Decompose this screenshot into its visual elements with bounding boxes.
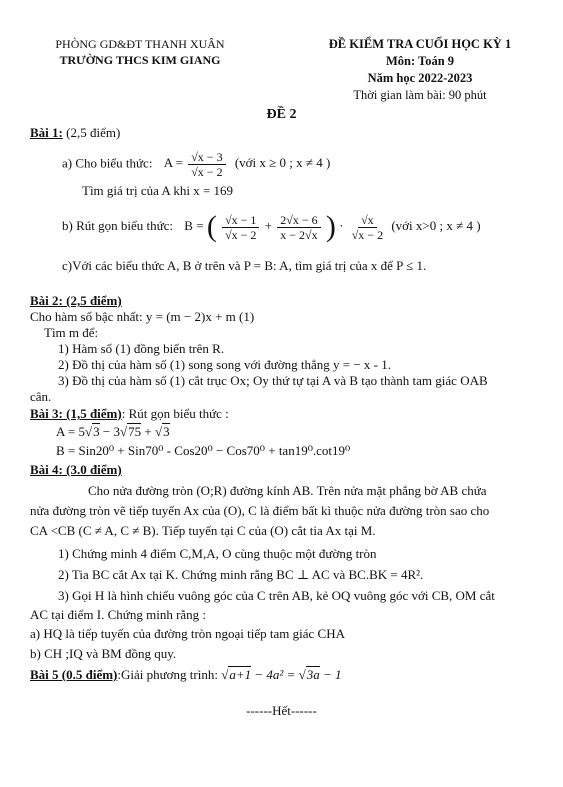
bai3-expression-b: B = Sin20⁰ + Sin70⁰ - Cos20⁰ − Cos70⁰ + tan19⁰.cot19⁰ bbox=[56, 443, 351, 458]
bai1-part-c: c)Với các biểu thức A, B ở trên và P = B: A, tìm giá trị của x để P ≤ 1. bbox=[62, 258, 427, 273]
expression-b-fraction-3 bbox=[349, 213, 386, 242]
fraction-denominator: √x − 2 bbox=[191, 165, 223, 179]
bai1-b-condition: (với x>0 ; x ≠ 4 ) bbox=[391, 217, 481, 233]
bai2-q1: 1) Hàm số (1) đồng biến trên R. bbox=[58, 341, 225, 356]
bai3-a-lhs: A = 5 bbox=[56, 424, 86, 439]
bai2-q2: 2) Đồ thị của hàm số (1) song song với đường thẳng y = − x - 1. bbox=[58, 357, 391, 372]
bai5-text: :Giải phương trình: bbox=[117, 667, 222, 682]
bai2-intro: Cho hàm số bậc nhất: y = (m − 2)x + m (1) bbox=[30, 309, 255, 324]
fraction-numerator: √x − 3 bbox=[188, 150, 225, 165]
fraction-denominator: √x − 2 bbox=[351, 227, 384, 242]
bai3-title: Bài 3: (1,5 điểm) bbox=[30, 406, 122, 421]
bai2-find: Tìm m để: bbox=[44, 325, 99, 340]
exam-variant: ĐỀ 2 bbox=[266, 107, 297, 122]
open-paren: ( bbox=[206, 210, 217, 243]
bai1-points: (2,5 điểm) bbox=[62, 125, 121, 140]
school-header bbox=[30, 36, 250, 68]
sqrt-radicand: 3 bbox=[93, 424, 100, 439]
expression-b-fraction-1 bbox=[222, 213, 259, 242]
bai1-b-lhs: B = bbox=[184, 217, 204, 233]
bai1-find-a: Tìm giá trị của A khi x = 169 bbox=[82, 183, 234, 198]
bai5-title: Bài 5 (0.5 điểm) bbox=[30, 667, 118, 682]
department-name: PHÒNG GD&ĐT THANH XUÂN bbox=[55, 37, 225, 51]
bai1-part-a bbox=[62, 150, 330, 179]
school-name: TRƯỜNG THCS KIM GIANG bbox=[59, 53, 221, 67]
bai4-q1: 1) Chứng minh 4 điểm C,M,A, O cùng thuộc một đường tròn bbox=[58, 546, 377, 561]
bai3-a-mid: − 3 bbox=[99, 424, 120, 439]
sqrt-radicand: 75 bbox=[128, 424, 142, 439]
bai2-q3-cont: cân. bbox=[30, 389, 52, 404]
fraction-numerator: √x − 1 bbox=[222, 213, 259, 228]
bai2-q3: 3) Đồ thị của hàm số (1) cắt trục Ox; Oy thứ tự tại A và B tạo thành tam giác OAB bbox=[58, 373, 488, 388]
bai1-a-condition: (với x ≥ 0 ; x ≠ 4 ) bbox=[234, 155, 331, 171]
fraction-numerator: √x bbox=[358, 213, 377, 228]
exam-time: Thời gian làm bài: 90 phút bbox=[353, 88, 487, 102]
exam-title: ĐỀ KIỂM TRA CUỐI HỌC KỲ 1 bbox=[328, 37, 512, 51]
fraction-numerator: 2√x − 6 bbox=[277, 213, 320, 228]
bai4-q3-cont: AC tại điểm I. Chứng minh rằng : bbox=[30, 607, 207, 622]
bai4-title: Bài 4: (3.0 điểm) bbox=[30, 462, 122, 477]
bai4-q2: 2) Tia BC cắt Ax tại K. Chứng minh rằng BC ⊥ AC và BC.BK = 4R². bbox=[58, 567, 424, 582]
close-paren: ) bbox=[325, 210, 336, 243]
bai4-p3: CA <CB (C ≠ A, C ≠ B). Tiếp tuyến tại C của (O) cắt tia Ax tại M. bbox=[30, 523, 376, 538]
sqrt-radicand: a+1 bbox=[229, 667, 252, 682]
bai5-line: Bài 5 (0.5 điểm):Giải phương trình: √a+1 − 4a² = √3a − 1 bbox=[30, 667, 342, 682]
bai1-title: Bài 1: bbox=[30, 125, 63, 140]
bai4-q3: 3) Gọi H là hình chiếu vuông góc của C trên AB, kẻ OQ vuông góc với CB, OM cắt bbox=[58, 588, 495, 603]
expression-b-fraction-2 bbox=[277, 213, 320, 242]
bai5-mid: − 4a² = bbox=[251, 667, 299, 682]
bai1-a-lhs: A = bbox=[163, 155, 183, 171]
bai1-b-text: b) Rút gọn biểu thức: bbox=[62, 217, 174, 233]
bai3-heading bbox=[30, 406, 229, 422]
bai3-intro: : Rút gọn biểu thức : bbox=[121, 406, 229, 421]
bai4-qa: a) HQ là tiếp tuyến của đường tròn ngoại tiếp tam giác CHA bbox=[30, 626, 346, 641]
bai1-heading bbox=[30, 125, 120, 141]
bai2-title: Bài 2: (2,5 điểm) bbox=[30, 293, 122, 308]
multiply-dot: · bbox=[339, 217, 344, 233]
fraction-denominator: √x − 2 bbox=[225, 227, 257, 242]
bai5-tail: − 1 bbox=[319, 667, 342, 682]
fraction-denominator: x − 2√x bbox=[280, 227, 318, 242]
bai1-a-text: a) Cho biểu thức: bbox=[62, 155, 153, 171]
exam-header bbox=[305, 36, 535, 104]
exam-subject: Môn: Toán 9 bbox=[385, 54, 455, 68]
bai4-p2: nửa đường tròn vẽ tiếp tuyến Ax của (O), C là điểm bất kì thuộc nửa đường tròn sao cho bbox=[30, 503, 490, 518]
sqrt-radicand: 3 bbox=[163, 424, 170, 439]
bai4-qb: b) CH ;IQ và BM đồng quy. bbox=[30, 646, 177, 661]
exam-year: Năm học 2022-2023 bbox=[367, 71, 473, 85]
bai4-p1: Cho nửa đường tròn (O;R) đường kính AB. Trên nửa mặt phẳng bờ AB chứa bbox=[88, 483, 487, 498]
bai1-part-b bbox=[62, 212, 481, 242]
plus-sign: + bbox=[264, 217, 273, 233]
plus-sign: + bbox=[141, 424, 155, 439]
bai3-expression-a: A = 5√3 − 3√75 + √3 bbox=[56, 424, 170, 439]
end-marker: ------Hết------ bbox=[246, 703, 317, 718]
sqrt-radicand: 3a bbox=[306, 667, 320, 682]
expression-a-fraction bbox=[188, 150, 225, 179]
